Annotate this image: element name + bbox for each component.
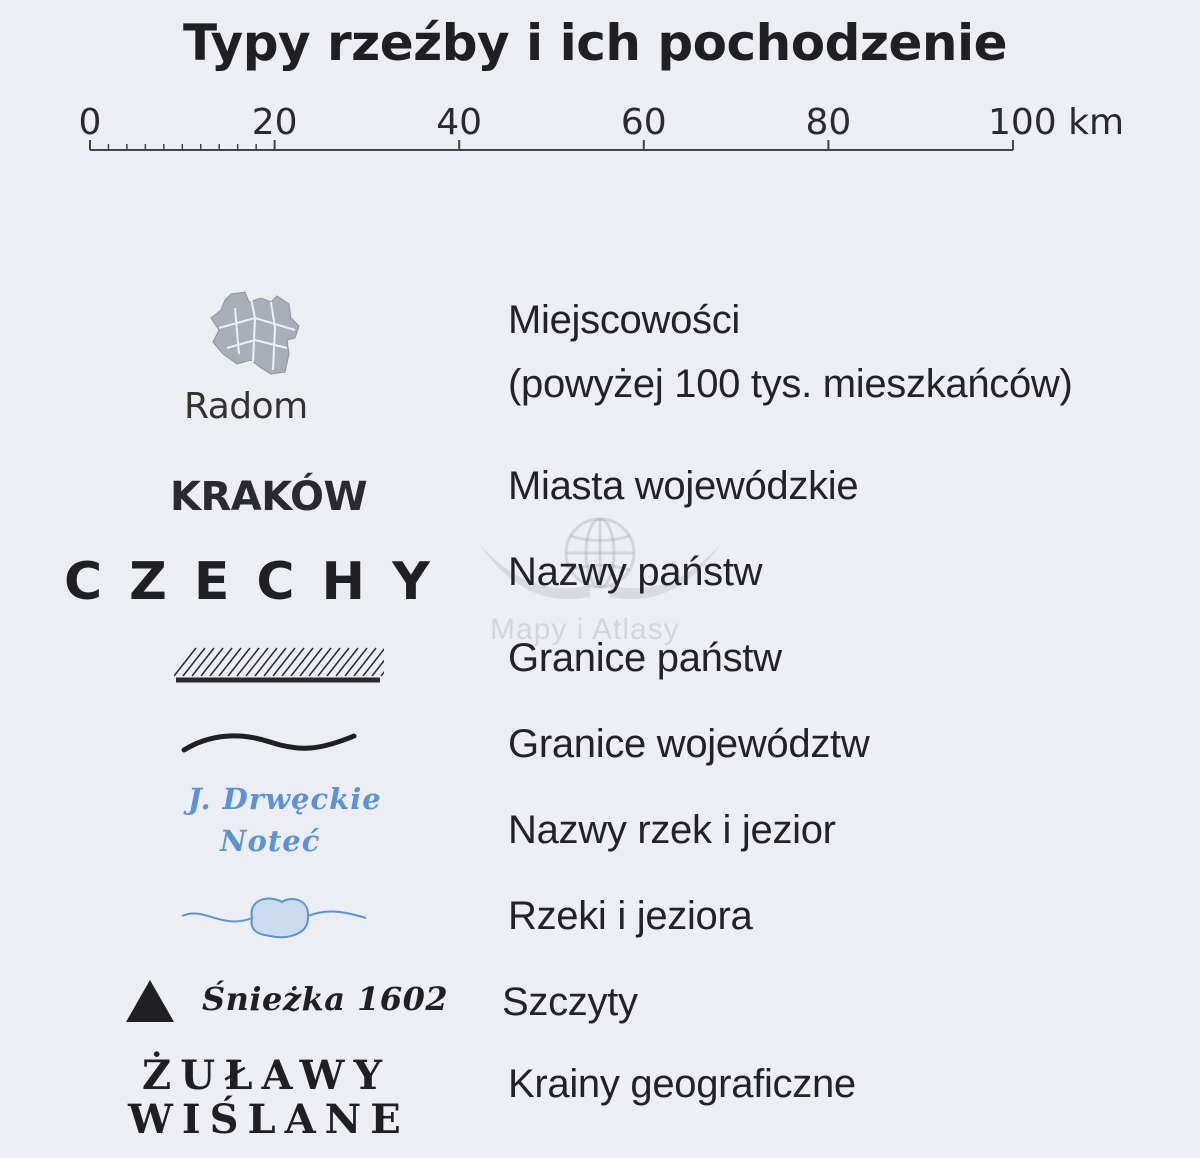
border-hatch-line (354, 648, 376, 676)
legend-regions-label: Krainy geograficzne (508, 1062, 856, 1106)
lake-name-sample-label: J. Drwęckie (188, 782, 382, 816)
border-hatch-line (246, 648, 268, 676)
scale-tick-label: 80 (805, 102, 852, 143)
legend-country-names-label: Nazwy państw (508, 550, 763, 594)
border-hatch-line (309, 648, 331, 676)
border-hatch-line (210, 648, 232, 676)
legend-voivodeship-borders-label: Granice województw (508, 722, 870, 766)
border-hatch-line (273, 648, 295, 676)
border-hatch-line (183, 648, 205, 676)
voivodeship-city-sample-label: KRAKÓW (170, 474, 368, 520)
border-hatch-line (327, 648, 349, 676)
region-sample-label-line2: WIŚLANE (128, 1096, 410, 1143)
region-sample-label-line1: ŻUŁAWY (142, 1052, 391, 1099)
scale-tick-label: 100 km (987, 102, 1125, 143)
river-name-sample-label: Noteć (220, 824, 321, 858)
legend-voivodeship-cities-label: Miasta wojewódzkie (508, 464, 859, 508)
border-hatch-line (336, 648, 358, 676)
city-area-icon (205, 288, 305, 380)
scale-bar (0, 0, 1200, 170)
border-hatch-line (282, 648, 304, 676)
border-hatch-line (201, 648, 223, 676)
city-sample-label: Radom (184, 386, 308, 427)
country-name-sample-label: CZECHY (64, 552, 457, 612)
legend-rivers-lakes-label: Rzeki i jeziora (508, 894, 753, 938)
border-hatch-line (291, 648, 313, 676)
border-hatch-line (300, 648, 322, 676)
country-border-symbol-icon (174, 644, 384, 686)
legend-water-names-label: Nazwy rzek i jezior (508, 808, 836, 852)
border-hatch-line (174, 648, 196, 676)
peak-sample-label: Śnieżka 1602 (202, 980, 449, 1018)
border-hatch-line (228, 648, 250, 676)
border-hatch-line (219, 648, 241, 676)
border-hatch-line (255, 648, 277, 676)
watermark-text: Mapy i Atlasy (490, 613, 680, 646)
map-legend-title: Typy rzeźby i ich pochodzenie (182, 14, 1008, 72)
border-hatch-line (237, 648, 259, 676)
legend-cities-label-line2: (powyżej 100 tys. mieszkańców) (508, 362, 1073, 406)
scale-tick-label: 40 (436, 102, 483, 143)
border-hatch-line (345, 648, 367, 676)
scale-tick-label: 20 (251, 102, 298, 143)
legend-peaks-label: Szczyty (502, 980, 638, 1024)
peak-triangle-icon (124, 978, 176, 1024)
border-hatch-line (318, 648, 340, 676)
legend-cities-label-line1: Miejscowości (508, 298, 741, 342)
voivodeship-border-symbol-icon (180, 726, 360, 762)
scale-tick-label: 0 (78, 102, 102, 143)
border-hatch-line (192, 648, 214, 676)
border-hatch-line (264, 648, 286, 676)
river-lake-symbol-icon (178, 892, 370, 944)
legend-country-borders-label: Granice państw (508, 636, 782, 680)
scale-tick-label: 60 (620, 102, 667, 143)
